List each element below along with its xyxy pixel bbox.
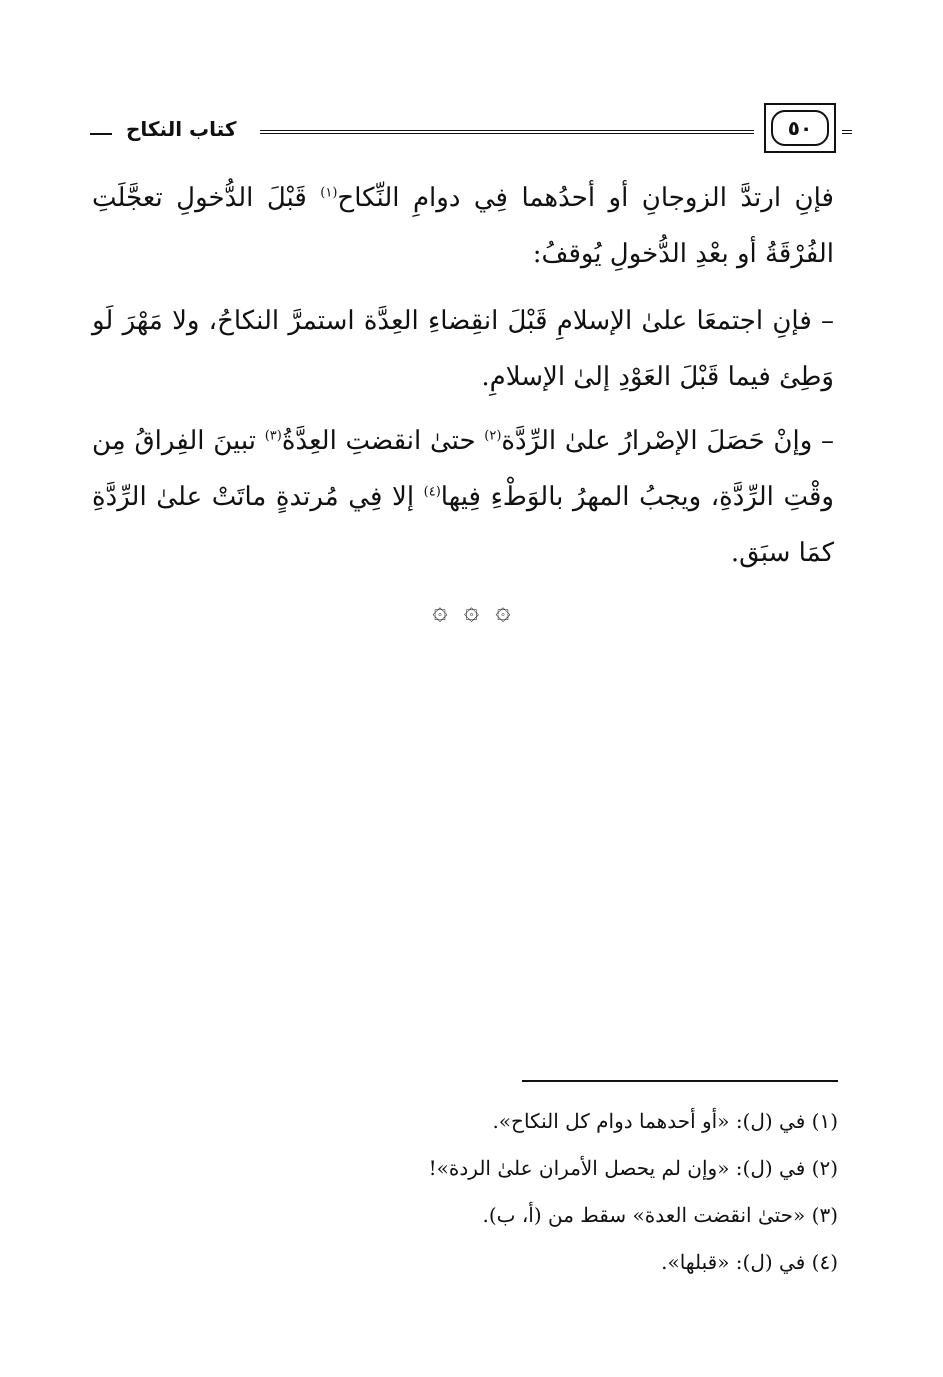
footnote-2: (٢) في (ل): «وإن لم يحصل الأمران علىٰ الردة»! (428, 1156, 838, 1180)
page-number: ٥٠ (771, 110, 829, 146)
star-ornament-icon: ۞ (495, 596, 511, 626)
running-title: كتاب النكاح (126, 117, 237, 141)
paragraph-text: – وإنْ حَصَلَ الإصْرارُ علىٰ الرِّدَّة (501, 426, 834, 456)
footnote-3: (٣) «حتىٰ انقضت العدة» سقط من (أ، ب). (482, 1203, 838, 1227)
paragraph-text: – فإنِ اجتمعَا علىٰ الإسلامِ قَبْلَ انقِضاءِ العِدَّة استمرَّ النكاحُ، ولا مَهْرَ لَو وَطِئ فيما قَبْلَ العَوْدِ إلىٰ الإسلامِ. (92, 306, 834, 392)
running-header (90, 103, 840, 163)
footnote-ref-1: (١) (320, 185, 338, 201)
footnote-ref-3: (٣) (264, 428, 282, 444)
paragraph-2 (92, 293, 834, 405)
paragraph-3 (92, 413, 834, 581)
header-rule-left (90, 133, 112, 135)
footnote-ref-2: (٢) (484, 428, 502, 444)
star-ornament-icon: ۞ (432, 596, 448, 626)
footnote-separator (522, 1080, 838, 1082)
header-rule (260, 130, 754, 134)
paragraph-1 (92, 170, 834, 282)
paragraph-text: فإنِ ارتدَّ الزوجانِ أو أحدُهما فِي دوامِ النِّكاح (337, 183, 834, 213)
header-rule-right (842, 130, 852, 134)
star-ornament-icon: ۞ (463, 596, 480, 626)
section-ornaments (0, 596, 943, 626)
footnotes (238, 1098, 838, 1286)
paragraph-text: إلا فِي مُرتدةٍ ماتَتْ علىٰ الرِّدَّةِ كمَا سبَق. (92, 482, 834, 568)
footnote-1: (١) في (ل): «أو أحدهما دوام كل النكاح». (492, 1109, 838, 1133)
page-number-frame (764, 103, 836, 153)
footnote-ref-4: (٤) (423, 484, 441, 500)
paragraph-text: قَبْلَ الدُّخولِ تعجَّلَتِ الفُرْقَةُ أو بعْدِ الدُّخولِ يُوقفُ: (92, 183, 834, 269)
paragraph-text: تبينَ الفِراقُ مِن وقْتِ الرِّدَّةِ، ويجبُ المهرُ بالوَطْءِ فِيها (92, 426, 834, 512)
paragraph-text: حتىٰ انقضتِ العِدَّةُ (281, 426, 485, 456)
footnote-4: (٤) في (ل): «قبلها». (661, 1250, 838, 1274)
